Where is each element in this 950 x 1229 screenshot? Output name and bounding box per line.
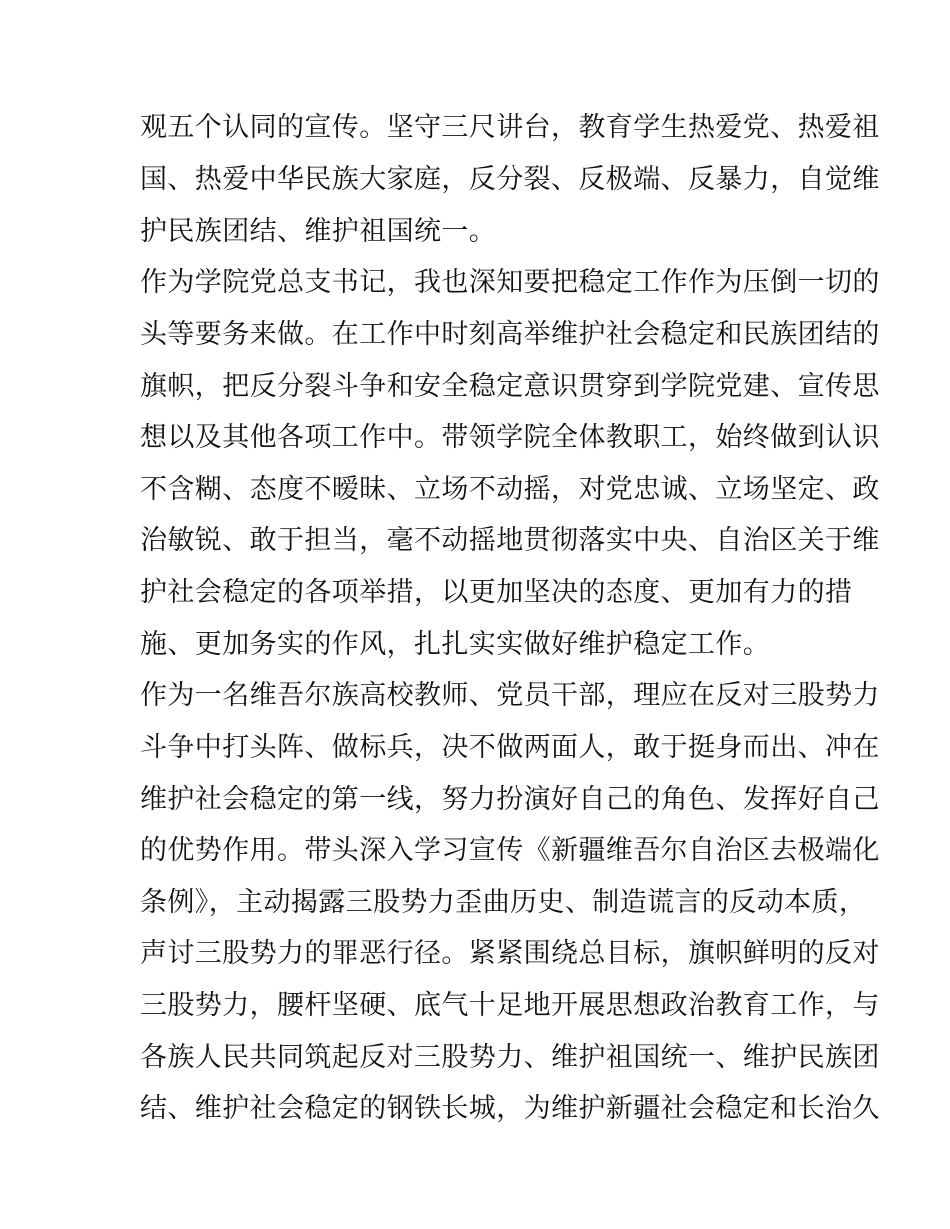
text-line: 观五个认同的宣传。坚守三尺讲台，教育学生热爱党、热爱祖: [140, 112, 880, 143]
text-line: 维护社会稳定的第一线，努力扮演好自己的角色、发挥好自己: [140, 784, 880, 815]
text-line: 治敏锐、敢于担当，毫不动摇地贯彻落实中央、自治区关于维: [140, 525, 880, 556]
text-line: 声讨三股势力的罪恶行径。紧紧围绕总目标，旗帜鲜明的反对: [140, 938, 880, 969]
text-line: 斗争中打头阵、做标兵，决不做两面人，敢于挺身而出、冲在: [140, 732, 880, 763]
text-line: 国、热爱中华民族大家庭，反分裂、反极端、反暴力，自觉维: [140, 164, 880, 195]
text-line: 的优势作用。带头深入学习宣传《新疆维吾尔自治区去极端化: [140, 835, 880, 866]
text-line: 三股势力，腰杆坚硬、底气十足地开展思想政治教育工作，与: [140, 990, 880, 1021]
text-line: 护社会稳定的各项举措，以更加坚决的态度、更加有力的措: [140, 577, 853, 608]
text-line: 不含糊、态度不暧昧、立场不动摇，对党忠诚、立场坚定、政: [140, 474, 880, 505]
text-line: 作为一名维吾尔族高校教师、党员干部，理应在反对三股势力: [140, 680, 880, 711]
text-line: 施、更加务实的作风，扎扎实实做好维护稳定工作。: [140, 629, 771, 660]
text-line: 头等要务来做。在工作中时刻高举维护社会稳定和民族团结的: [140, 319, 880, 350]
text-line: 结、维护社会稳定的钢铁长城，为维护新疆社会稳定和长治久: [140, 1093, 880, 1124]
text-line: 作为学院党总支书记，我也深知要把稳定工作作为压倒一切的: [140, 267, 880, 298]
text-line: 旗帜，把反分裂斗争和安全稳定意识贯穿到学院党建、宣传思: [140, 371, 880, 402]
text-line: 想以及其他各项工作中。带领学院全体教职工，始终做到认识: [140, 422, 880, 453]
text-line: 条例》，主动揭露三股势力歪曲历史、制造谎言的反动本质，: [140, 887, 867, 918]
text-line: 各族人民共同筑起反对三股势力、维护祖国统一、维护民族团: [140, 1042, 880, 1073]
text-line: 护民族团结、维护祖国统一。: [140, 216, 497, 247]
